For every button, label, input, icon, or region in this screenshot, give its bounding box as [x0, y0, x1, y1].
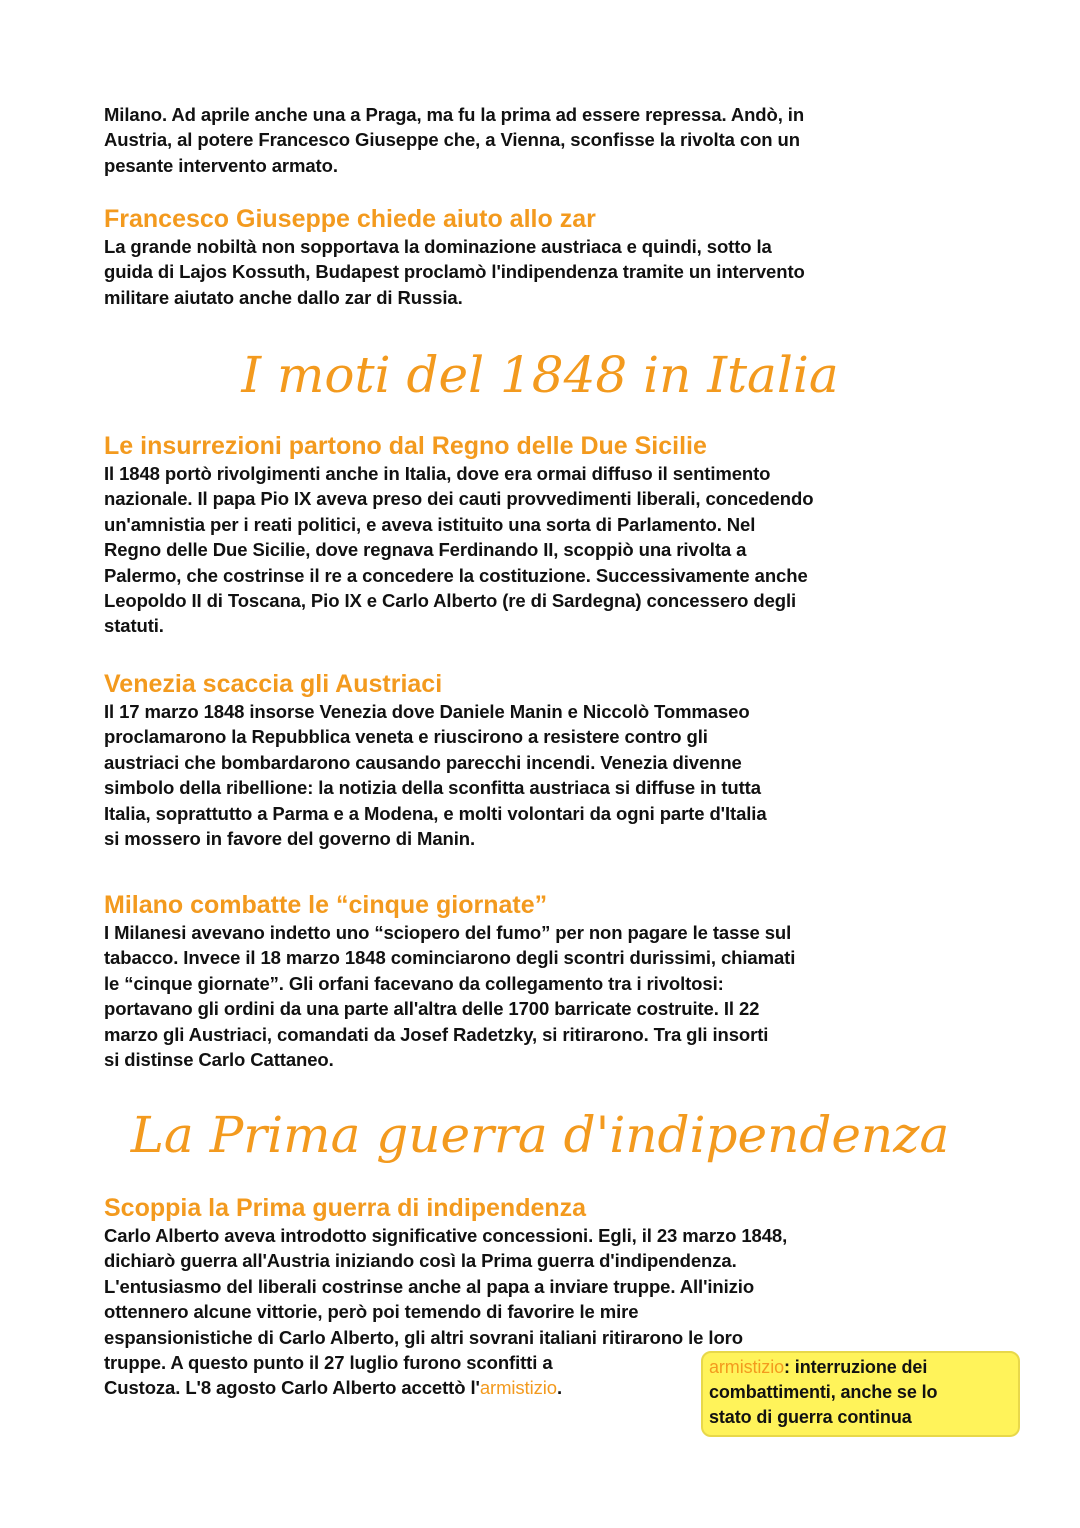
text-line: truppe. A questo punto il 27 luglio furono sconfitti a: [104, 1352, 553, 1374]
definition-note: [701, 1351, 1020, 1437]
text-line: proclamarono la Repubblica veneta e riuscirono a resistere contro gli: [104, 726, 708, 748]
text-line: simbolo della ribellione: la notizia della sconfitta austriaca si diffuse in tutta: [104, 777, 761, 799]
section-heading: Scoppia la Prima guerra di indipendenza: [104, 1194, 587, 1222]
section-zar: [104, 204, 805, 310]
text-line: marzo gli Austriaci, comandati da Josef Radetzky, si ritirarono. Tra gli insorti: [104, 1023, 769, 1045]
section-heading: Venezia scaccia gli Austriaci: [104, 670, 443, 698]
text-line: un'amnistia per i reati politici, e aveva istituito una sorta di Parlamento. Nel: [104, 513, 756, 535]
text-span: : interruzione dei: [784, 1357, 928, 1377]
section-venezia: [104, 669, 767, 851]
text-span: .: [556, 1377, 562, 1399]
section-insurrezioni: [104, 431, 813, 639]
text-line: pesante intervento armato.: [104, 154, 338, 176]
text-line: Italia, soprattutto a Parma e a Modena, e molti volontari da ogni parte d'Italia: [104, 802, 767, 824]
section-heading: Francesco Giuseppe chiede aiuto allo zar: [104, 205, 596, 233]
text-line: si distinse Carlo Cattaneo.: [104, 1049, 334, 1071]
chapter-title: I moti del 1848 in Italia: [241, 346, 839, 404]
text-line: statuti.: [104, 615, 164, 637]
text-line: Palermo, che costrinse il re a concedere la costituzione. Successivamente anche: [104, 564, 808, 586]
section-heading: Milano combatte le “cinque giornate”: [104, 891, 548, 919]
text-line: Leopoldo II di Toscana, Pio IX e Carlo Alberto (re di Sardegna) concessero degli: [104, 590, 797, 612]
text-line: ottennero alcune vittorie, però poi temendo di favorire le mire: [104, 1301, 639, 1323]
section-guerra: [104, 1193, 787, 1401]
section-heading: Le insurrezioni partono dal Regno delle Due Sicilie: [104, 432, 707, 460]
text-line: militare aiutato anche dallo zar di Russia.: [104, 286, 463, 308]
text-line: Il 1848 portò rivolgimenti anche in Italia, dove era ormai diffuso il sentimento: [104, 463, 771, 484]
text-line: combattimenti, anche se lo: [709, 1382, 938, 1402]
text-line: espansionistiche di Carlo Alberto, gli altri sovrani italiani ritirarono le loro: [104, 1326, 743, 1348]
text-line: [709, 1355, 1012, 1380]
highlighted-term: armistizio: [479, 1377, 557, 1399]
text-line: dichiarò guerra all'Austria iniziando così la Prima guerra d'indipendenza.: [104, 1250, 737, 1272]
text-line: nazionale. Il papa Pio IX aveva preso dei cauti provvedimenti liberali, concedendo: [104, 488, 814, 510]
text-line: Milano. Ad aprile anche una a Praga, ma fu la prima ad essere repressa. Andò, in: [104, 104, 805, 125]
text-line: stato di guerra continua: [709, 1407, 912, 1427]
text-line: portavano gli ordini da una parte all'altra delle 1700 barricate costruite. Il 22: [104, 998, 760, 1020]
text-line: le “cinque giornate”. Gli orfani facevano da collegamento tra i rivoltosi:: [104, 972, 724, 994]
text-line: La grande nobiltà non sopportava la dominazione austriaca e quindi, sotto la: [104, 236, 772, 257]
text-line: si mossero in favore del governo di Manin.: [104, 828, 476, 850]
text-line: Regno delle Due Sicilie, dove regnava Ferdinando II, scoppiò una rivolta a: [104, 539, 747, 561]
text-line: L'entusiasmo del liberali costrinse anche al papa a inviare truppe. All'inizio: [104, 1275, 755, 1297]
text-line: austriaci che bombardarono causando parecchi incendi. Venezia divenne: [104, 751, 742, 773]
note-term: armistizio: [709, 1357, 785, 1377]
text-line: Carlo Alberto aveva introdotto significative concessioni. Egli, il 23 marzo 1848,: [104, 1225, 788, 1246]
text-line: Il 17 marzo 1848 insorse Venezia dove Daniele Manin e Niccolò Tommaseo: [104, 701, 750, 722]
intro-paragraph: [104, 102, 804, 178]
chapter-title: La Prima guerra d'indipendenza: [130, 1106, 950, 1164]
text-line: [104, 1375, 787, 1400]
section-milano: [104, 890, 795, 1072]
text-line: guida di Lajos Kossuth, Budapest proclamò l'indipendenza tramite un intervento: [104, 261, 805, 283]
text-line: Austria, al potere Francesco Giuseppe che, a Vienna, sconfisse la rivolta con un: [104, 129, 800, 151]
text-span: Custoza. L'8 agosto Carlo Alberto accettò l': [104, 1377, 480, 1399]
text-line: I Milanesi avevano indetto uno “sciopero del fumo” per non pagare le tasse sul: [104, 922, 792, 943]
text-line: tabacco. Invece il 18 marzo 1848 cominciarono degli scontri durissimi, chiamati: [104, 947, 796, 969]
